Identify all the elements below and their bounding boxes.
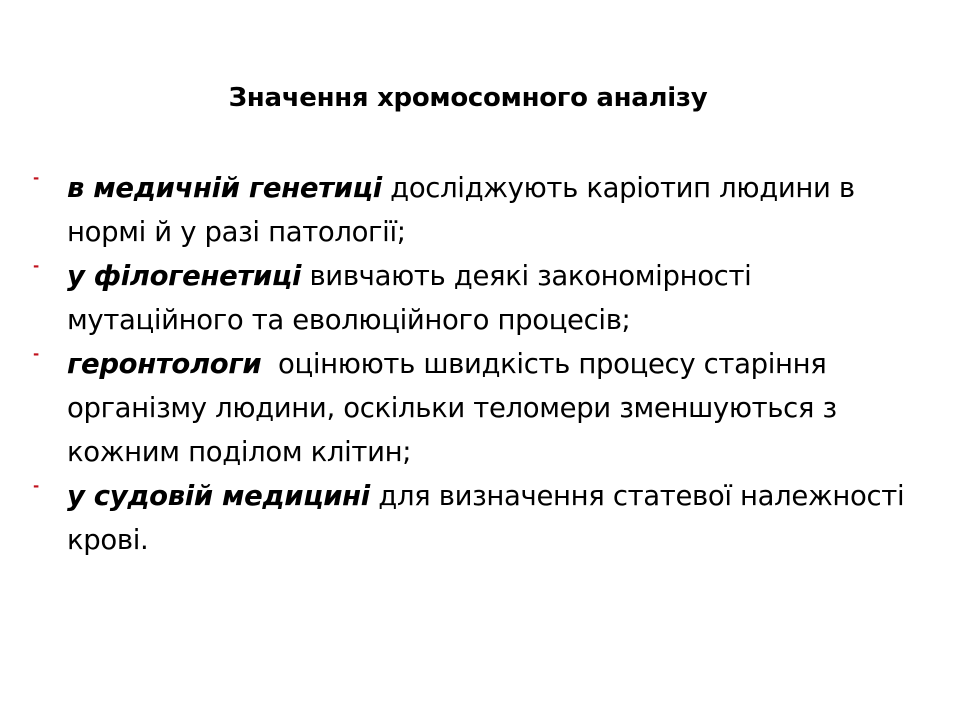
bullet-dash-marker: - <box>33 257 39 275</box>
bullet-dash-marker: - <box>33 345 39 363</box>
bullet-text: вивчають деякі закономірності мутаційного та еволюційного процесів; <box>67 260 752 336</box>
bullet-term: в медичній генетиці <box>67 172 382 204</box>
bullet-dash-marker: - <box>33 169 39 187</box>
bullet-term: геронтологи <box>67 348 262 380</box>
bullet-term: у філогенетиці <box>67 260 302 292</box>
bullet-item-forensic-medicine <box>33 474 933 562</box>
bullet-item-gerontology <box>33 342 933 474</box>
bullet-list <box>33 166 933 562</box>
bullet-text: оцінюють швидкість процесу старіння організму людини, оскільки теломери зменшуються з кожним поділом клітин; <box>67 348 846 468</box>
bullet-term: у судовій медицині <box>67 480 370 512</box>
bullet-item-medical-genetics <box>33 166 933 254</box>
bullet-item-phylogenetics <box>33 254 933 342</box>
bullet-text: для визначення статевої належності крові. <box>67 480 905 556</box>
bullet-text: досліджують каріотип людини в нормі й у разі патології; <box>67 172 855 248</box>
slide-title: Значення хромосомного аналізу <box>228 83 708 113</box>
bullet-dash-marker: - <box>33 477 39 495</box>
